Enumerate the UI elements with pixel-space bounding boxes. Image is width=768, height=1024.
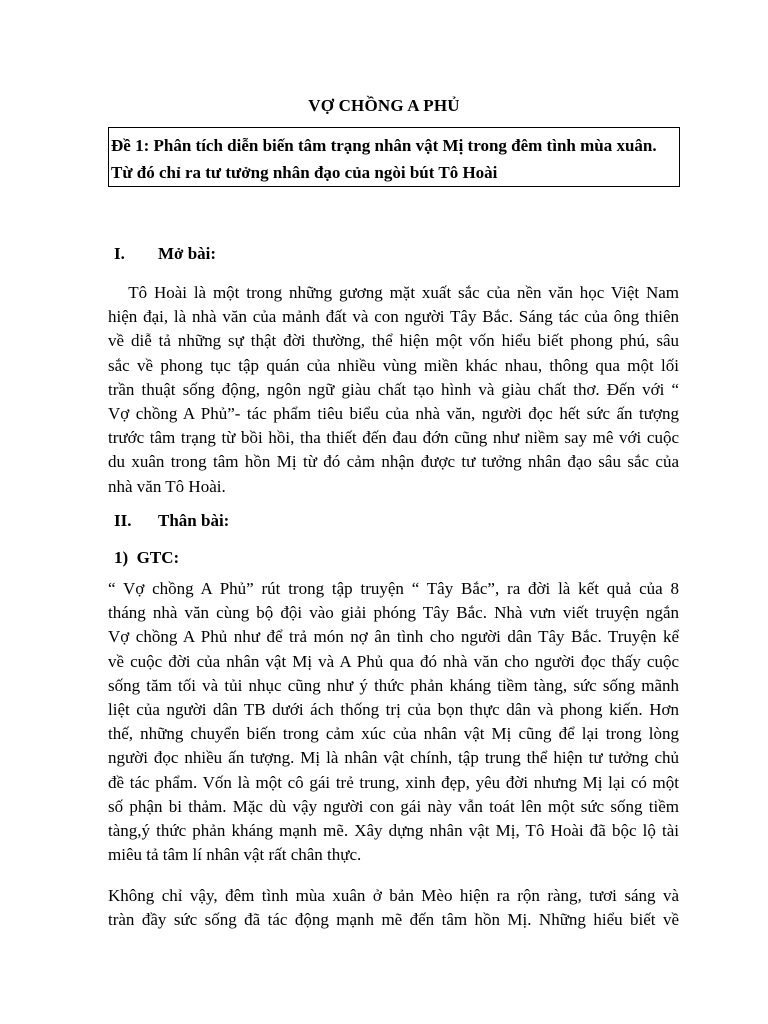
paragraph-line: đề tác phẩm. Vốn là một cô gái trẻ trung, xinh đẹp, yêu đời nhưng Mị lại có một — [108, 772, 679, 792]
paragraph-line: “ Vợ chồng A Phủ” rút trong tập truyện “ Tây Bắc”, ra đời là kết quả của 8 — [108, 579, 679, 598]
paragraph-line: Không chỉ vậy, đêm tình mùa xuân ở bản Mèo hiện ra rộn ràng, tươi sáng và — [108, 886, 679, 905]
paragraph-line: Vợ chồng A Phủ như để trả món nợ ân tình cho người dân Tây Bắc. Truyện kể — [108, 627, 679, 647]
paragraph-line: tràn đầy sức sống đã tác động mạnh mẽ đến tâm hồn Mị. Những hiểu biết về — [108, 910, 679, 930]
question-box — [108, 127, 680, 187]
paragraph-line: tháng nhà văn cùng bộ đội vào giải phóng Tây Bắc. Nhà vưn viết truyện ngắn — [108, 603, 679, 623]
paragraph-line: số phận bi thảm. Mặc dù vậy người con gái này vẫn toát lên một sức sống tiềm — [108, 796, 679, 816]
section-heading-intro — [108, 244, 216, 264]
paragraph-line: miêu tả tâm lí nhân vật rất chân thực. — [108, 845, 362, 865]
paragraph-line: trước tâm trạng từ bồi hồi, tha thiết đến đau đớn cũng như niềm say mê với cuộc — [108, 428, 679, 448]
paragraph-line: hiện đại, là nhà văn của mảnh đất và con người Tây Bắc. Sáng tác của ông thiên — [108, 307, 679, 327]
intro-paragraph — [108, 281, 679, 499]
paragraph-line: người đọc nhiều ấn tượng. Mị là nhân vật chính, tập trung thể hiện tư tưởng chủ — [108, 748, 679, 768]
question-line-2: Từ đó chỉ ra tư tưởng nhân đạo của ngòi bút Tô Hoài — [111, 163, 498, 182]
paragraph-line: trần thuật sống động, ngôn ngữ giàu chất tạo hình và giàu chất thơ. Đến với “ — [108, 379, 679, 399]
paragraph-line: nhà văn Tô Hoài. — [108, 476, 226, 496]
continuation-paragraph — [108, 884, 679, 932]
paragraph-line: liệt của người dân TB dưới ách thống trị của bọn thực dân và phong kiến. Hơn — [108, 700, 679, 720]
paragraph-line: tàng,ý thức phản kháng mạnh mẽ. Xây dựng nhân vật Mị, Tô Hoài đã bộc lộ tài — [108, 821, 679, 841]
section-number: I. — [114, 244, 125, 263]
paragraph-line: Vợ chồng A Phủ”- tác phẩm tiêu biểu của nhà văn, người đọc hết sức ấn tượng — [108, 404, 679, 424]
section-number: II. — [114, 511, 132, 530]
subsection-heading: 1) GTC: — [114, 548, 180, 567]
section-heading-body — [108, 511, 229, 531]
paragraph-line: về diễ tả những sự thật đời thường, thể hiện một vốn hiểu biết phong phú, sâu — [108, 331, 679, 351]
body-paragraph — [108, 577, 679, 867]
paragraph-line: sống tăm tối và tủi nhục cũng như ý thức phản kháng tiềm tàng, sức sống mãnh — [108, 675, 679, 695]
paragraph-line: Tô Hoài là một trong những gương mặt xuất sắc của nền văn học Việt Nam — [108, 283, 679, 302]
question-line-1: Đề 1: Phân tích diễn biến tâm trạng nhân vật Mị trong đêm tình mùa xuân. — [111, 136, 657, 155]
document-title: VỢ CHỒNG A PHỦ — [308, 96, 460, 115]
paragraph-line: về cuộc đời của nhân vật Mị và A Phủ qua đó nhà văn cho người đọc thấy cuộc — [108, 651, 679, 671]
section-label: Thân bài: — [158, 511, 230, 530]
paragraph-line: thế, những chuyển biến trong cảm xúc của nhân vật Mị cũng để lại trong lòng — [108, 724, 679, 744]
paragraph-line: sắc về phong tục tập quán của nhiều vùng miền khác nhau, thông qua một lối — [108, 355, 679, 375]
section-label: Mở bài: — [158, 244, 217, 263]
paragraph-line: du xuân trong tâm hồn Mị từ đó cảm nhận được tư tưởng nhân đạo sâu sắc của — [108, 452, 679, 472]
